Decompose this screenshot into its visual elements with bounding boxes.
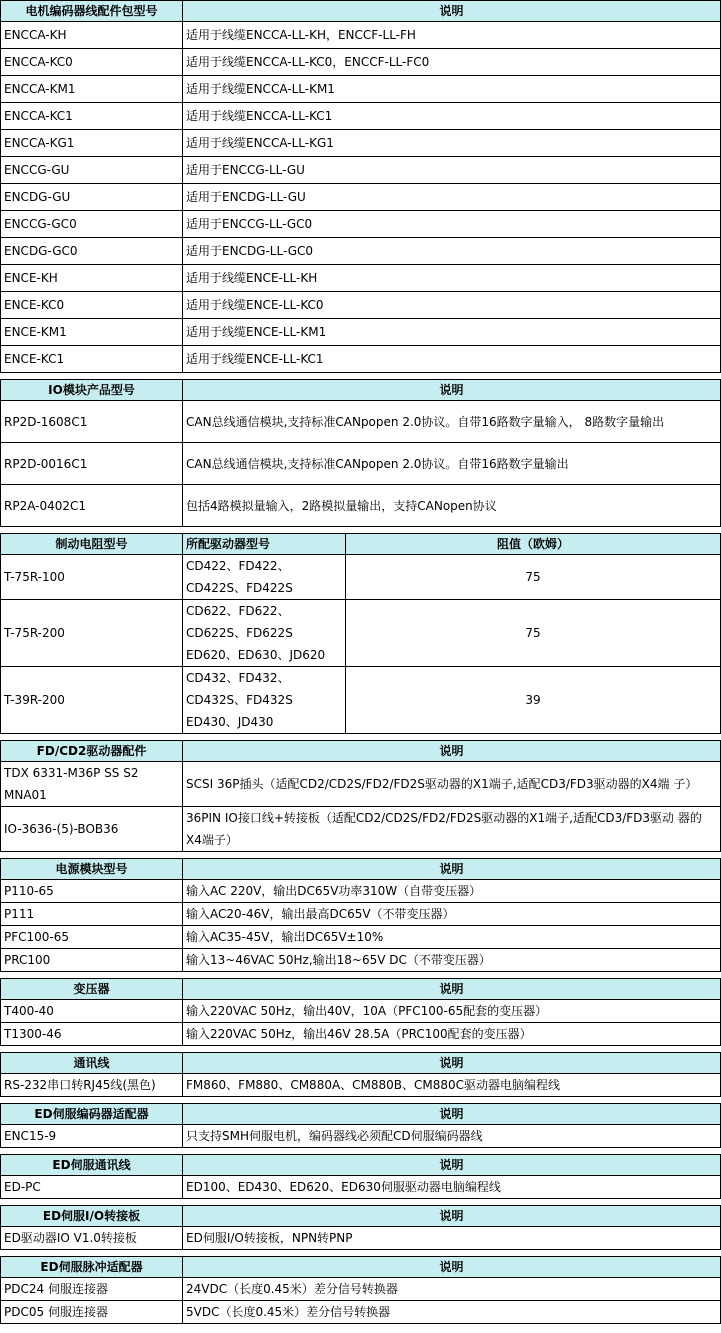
header-cell: ED伺服编码器适配器	[1, 1104, 183, 1125]
table-row	[1, 762, 721, 807]
header-cell: 说明	[183, 741, 721, 762]
driver-cell: CD432、FD432、 CD432S、FD432S ED430、JD430	[183, 667, 346, 734]
header-cell: 说明	[183, 1, 721, 22]
resistance-cell: 75	[346, 600, 721, 667]
description-cell: ED100、ED430、ED620、ED630伺服驱动器电脑编程线	[183, 1176, 721, 1199]
header-cell: IO模块产品型号	[1, 380, 183, 401]
model-cell: PFC100-65	[1, 926, 183, 949]
description-cell: 适用于线缆ENCE-LL-KC0	[183, 292, 721, 319]
ed-comm-cable-table	[0, 1154, 721, 1199]
comm-cable-table	[0, 1052, 721, 1097]
description-cell: 5VDC（长度0.45米）差分信号转换器	[183, 1301, 721, 1324]
description-cell: FM860、FM880、CM880A、CM880B、CM880C驱动器电脑编程线	[183, 1074, 721, 1097]
description-cell: 输入13~46VAC 50Hz,输出18~65V DC（不带变压器）	[183, 949, 721, 972]
description-cell: 适用于ENCDG-LL-GU	[183, 184, 721, 211]
driver-cell: CD422、FD422、 CD422S、FD422S	[183, 555, 346, 600]
model-cell: ENCCG-GC0	[1, 211, 183, 238]
description-cell: 适用于线缆ENCE-LL-KC1	[183, 346, 721, 373]
ed-pulse-adapter-table	[0, 1256, 721, 1324]
table-row	[1, 1176, 721, 1199]
model-cell: ED驱动器IO V1.0转接板	[1, 1227, 183, 1250]
header-row	[1, 741, 721, 762]
model-cell: PRC100	[1, 949, 183, 972]
table-row	[1, 157, 721, 184]
model-cell: ENCE-KH	[1, 265, 183, 292]
header-row	[1, 859, 721, 880]
io-module-table	[0, 379, 721, 527]
description-cell: 适用于线缆ENCE-LL-KM1	[183, 319, 721, 346]
header-cell: 说明	[183, 859, 721, 880]
description-cell: 适用于线缆ENCE-LL-KH	[183, 265, 721, 292]
header-row	[1, 1104, 721, 1125]
header-row	[1, 979, 721, 1000]
description-cell: 36PIN IO接口线+转接板（适配CD2/CD2S/FD2/FD2S驱动器的X1端子,适配CD3/FD3驱动 器的X4端子）	[183, 807, 721, 852]
header-row	[1, 1257, 721, 1278]
table-row	[1, 346, 721, 373]
table-row	[1, 1278, 721, 1301]
table-row	[1, 903, 721, 926]
brake-resistor-table	[0, 533, 721, 734]
description-cell: 适用于线缆ENCCA-LL-KM1	[183, 76, 721, 103]
header-cell: 所配驱动器型号	[183, 534, 346, 555]
model-cell: ED-PC	[1, 1176, 183, 1199]
power-module-table	[0, 858, 721, 972]
description-cell: 适用于线缆ENCCA-LL-KG1	[183, 130, 721, 157]
description-cell: 适用于ENCCG-LL-GU	[183, 157, 721, 184]
model-cell: IO-3636-(5)-BOB36	[1, 807, 183, 852]
header-cell: FD/CD2驱动器配件	[1, 741, 183, 762]
header-cell: 制动电阻型号	[1, 534, 183, 555]
header-row	[1, 380, 721, 401]
table-row	[1, 1000, 721, 1023]
table-row	[1, 130, 721, 157]
description-cell: 输入AC 220V，输出DC65V功率310W（自带变压器）	[183, 880, 721, 903]
table-row	[1, 807, 721, 852]
header-row	[1, 534, 721, 555]
table-row	[1, 485, 721, 527]
table-row	[1, 265, 721, 292]
model-cell: T-75R-100	[1, 555, 183, 600]
model-cell: ENCCA-KC1	[1, 103, 183, 130]
description-cell: 适用于ENCCG-LL-GC0	[183, 211, 721, 238]
model-cell: ENCE-KC0	[1, 292, 183, 319]
table-row	[1, 211, 721, 238]
model-cell: PDC24 伺服连接器	[1, 1278, 183, 1301]
description-cell: 输入220VAC 50Hz，输出46V 28.5A（PRC100配套的变压器）	[183, 1023, 721, 1046]
table-row	[1, 319, 721, 346]
resistance-cell: 75	[346, 555, 721, 600]
table-row	[1, 292, 721, 319]
description-cell: 输入AC35-45V，输出DC65V±10%	[183, 926, 721, 949]
model-cell: P111	[1, 903, 183, 926]
header-row	[1, 1053, 721, 1074]
header-cell: ED伺服I/O转接板	[1, 1206, 183, 1227]
header-cell: 电机编码器线配件包型号	[1, 1, 183, 22]
header-row	[1, 1, 721, 22]
description-cell: 输入AC20-46V，输出最高DC65V（不带变压器）	[183, 903, 721, 926]
model-cell: ENCDG-GU	[1, 184, 183, 211]
model-cell: ENCE-KM1	[1, 319, 183, 346]
header-cell: 说明	[183, 1257, 721, 1278]
model-cell: T-39R-200	[1, 667, 183, 734]
model-cell: RP2D-1608C1	[1, 401, 183, 443]
model-cell: ENCCA-KM1	[1, 76, 183, 103]
header-cell: 电源模块型号	[1, 859, 183, 880]
description-cell: 包括4路模拟量输入，2路模拟量输出，支持CANopen协议	[183, 485, 721, 527]
table-row	[1, 238, 721, 265]
model-cell: P110-65	[1, 880, 183, 903]
header-row	[1, 1155, 721, 1176]
header-cell: 说明	[183, 1206, 721, 1227]
header-cell: 通讯线	[1, 1053, 183, 1074]
table-row	[1, 1023, 721, 1046]
table-row	[1, 401, 721, 443]
description-cell: CAN总线通信模块,支持标准CANpopen 2.0协议。自带16路数字量输入， 8路数字量输出	[183, 401, 721, 443]
fdcd2-accessory-table	[0, 740, 721, 852]
table-row	[1, 926, 721, 949]
ed-encoder-adapter-table	[0, 1103, 721, 1148]
table-row	[1, 22, 721, 49]
header-cell: 说明	[183, 979, 721, 1000]
description-cell: 适用于线缆ENCCA-LL-KC0，ENCCF-LL-FC0	[183, 49, 721, 76]
header-cell: 变压器	[1, 979, 183, 1000]
description-cell: CAN总线通信模块,支持标准CANpopen 2.0协议。自带16路数字量输出	[183, 443, 721, 485]
model-cell: RS-232串口转RJ45线(黑色)	[1, 1074, 183, 1097]
table-row	[1, 880, 721, 903]
description-cell: ED伺服I/O转接板，NPN转PNP	[183, 1227, 721, 1250]
model-cell: PDC05 伺服连接器	[1, 1301, 183, 1324]
description-cell: 适用于ENCDG-LL-GC0	[183, 238, 721, 265]
table-row	[1, 443, 721, 485]
description-cell: 适用于线缆ENCCA-LL-KC1	[183, 103, 721, 130]
table-row	[1, 184, 721, 211]
model-cell: RP2D-0016C1	[1, 443, 183, 485]
table-row	[1, 49, 721, 76]
model-cell: ENCE-KC1	[1, 346, 183, 373]
table-row	[1, 1125, 721, 1148]
model-cell: T1300-46	[1, 1023, 183, 1046]
header-cell: 说明	[183, 380, 721, 401]
header-cell: 说明	[183, 1155, 721, 1176]
header-cell: ED伺服通讯线	[1, 1155, 183, 1176]
header-cell: 阻值（欧姆）	[346, 534, 721, 555]
description-cell: 输入220VAC 50Hz，输出40V，10A（PFC100-65配套的变压器）	[183, 1000, 721, 1023]
header-row	[1, 1206, 721, 1227]
description-cell: SCSI 36P插头（适配CD2/CD2S/FD2/FD2S驱动器的X1端子,适配CD3/FD3驱动器的X4端 子）	[183, 762, 721, 807]
table-row	[1, 949, 721, 972]
table-row	[1, 667, 721, 734]
header-cell: 说明	[183, 1053, 721, 1074]
description-cell: 只支持SMH伺服电机，编码器线必须配CD伺服编码器线	[183, 1125, 721, 1148]
header-cell: ED伺服脉冲适配器	[1, 1257, 183, 1278]
ed-io-board-table	[0, 1205, 721, 1250]
table-row	[1, 600, 721, 667]
model-cell: ENCCA-KC0	[1, 49, 183, 76]
model-cell: ENCCA-KH	[1, 22, 183, 49]
model-cell: ENCCA-KG1	[1, 130, 183, 157]
table-row	[1, 103, 721, 130]
model-cell: TDX 6331-M36P SS S2 MNA01	[1, 762, 183, 807]
header-cell: 说明	[183, 1104, 721, 1125]
table-row	[1, 76, 721, 103]
table-row	[1, 1301, 721, 1324]
encoder-kit-table	[0, 0, 721, 373]
model-cell: ENCDG-GC0	[1, 238, 183, 265]
model-cell: RP2A-0402C1	[1, 485, 183, 527]
model-cell: T-75R-200	[1, 600, 183, 667]
transformer-table	[0, 978, 721, 1046]
description-cell: 24VDC（长度0.45米）差分信号转换器	[183, 1278, 721, 1301]
model-cell: T400-40	[1, 1000, 183, 1023]
table-row	[1, 1227, 721, 1250]
table-row	[1, 1074, 721, 1097]
resistance-cell: 39	[346, 667, 721, 734]
table-row	[1, 555, 721, 600]
description-cell: 适用于线缆ENCCA-LL-KH，ENCCF-LL-FH	[183, 22, 721, 49]
model-cell: ENC15-9	[1, 1125, 183, 1148]
model-cell: ENCCG-GU	[1, 157, 183, 184]
driver-cell: CD622、FD622、 CD622S、FD622S ED620、ED630、JD620	[183, 600, 346, 667]
